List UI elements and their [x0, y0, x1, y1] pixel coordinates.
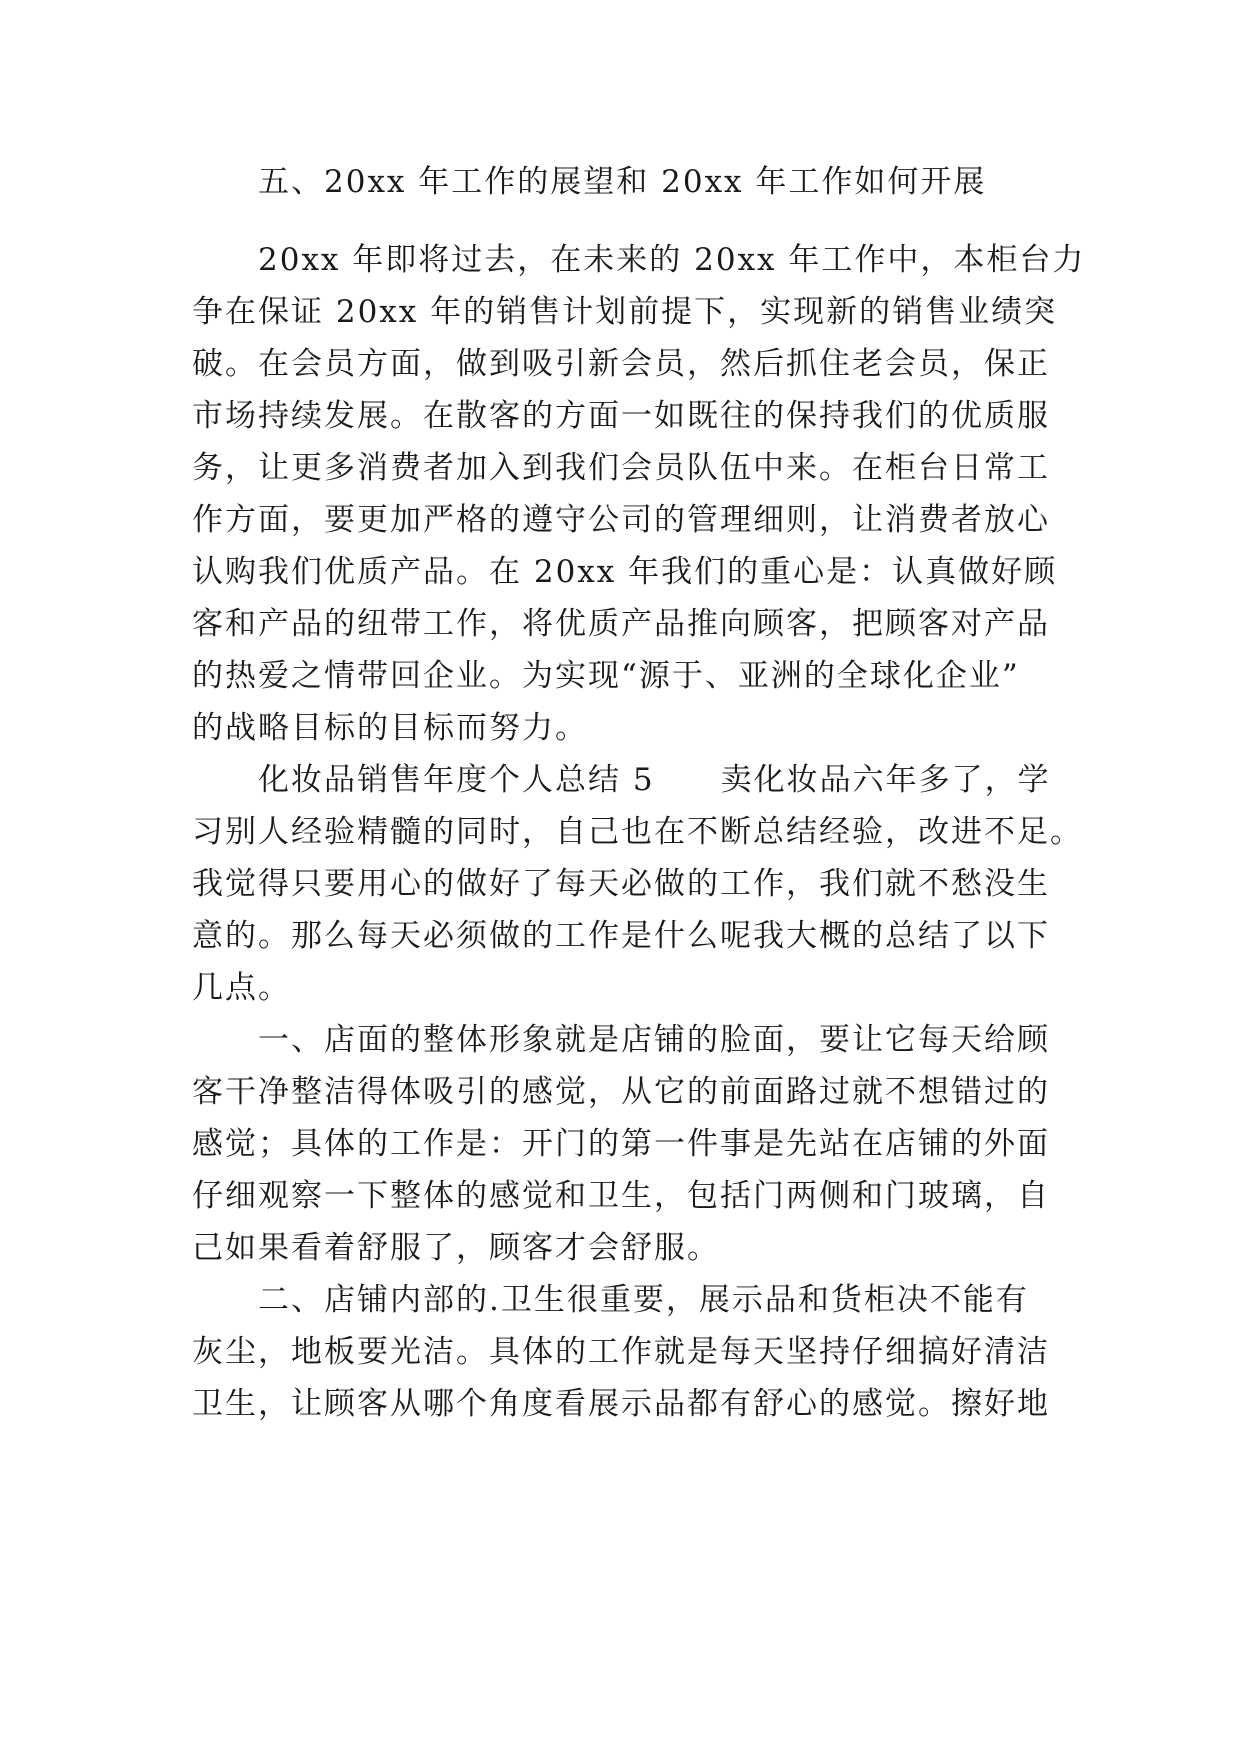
paragraph-line: 20xx 年即将过去，在未来的 20xx 年工作中，本柜台力	[258, 242, 1086, 278]
paragraph-line: 化妆品销售年度个人总结 5 卖化妆品六年多了，学	[258, 762, 1051, 798]
paragraph-line: 客和产品的纽带工作，将优质产品推向顾客，把顾客对产品	[192, 606, 1050, 642]
paragraph-line: 己如果看着舒服了，顾客才会舒服。	[192, 1230, 720, 1266]
paragraph-line: 几点。	[192, 970, 291, 1006]
paragraph-line: 灰尘，地板要光洁。具体的工作就是每天坚持仔细搞好清洁	[192, 1334, 1050, 1370]
paragraph-line: 客干净整洁得体吸引的感觉，从它的前面路过就不想错过的	[192, 1074, 1050, 1110]
paragraph-line: 二、店铺内部的.卫生很重要，展示品和货柜决不能有	[258, 1282, 1029, 1318]
paragraph-line: 仔细观察一下整体的感觉和卫生，包括门两侧和门玻璃，自	[192, 1178, 1050, 1214]
paragraph-line: 习别人经验精髓的同时，自己也在不断总结经验，改进不足。	[192, 814, 1083, 850]
paragraph-line: 市场持续发展。在散客的方面一如既往的保持我们的优质服	[192, 398, 1050, 434]
paragraph-line: 争在保证 20xx 年的销售计划前提下，实现新的销售业绩突	[192, 294, 1058, 330]
paragraph-line: 的战略目标的目标而努力。	[192, 710, 588, 746]
paragraph-line: 一、店面的整体形象就是店铺的脸面，要让它每天给顾	[258, 1022, 1050, 1058]
paragraph-line: 务，让更多消费者加入到我们会员队伍中来。在柜台日常工	[192, 450, 1050, 486]
document-body	[192, 156, 1086, 1430]
paragraph-line: 破。在会员方面，做到吸引新会员，然后抓住老会员，保正	[192, 346, 1050, 382]
paragraph-line: 认购我们优质产品。在 20xx 年我们的重心是：认真做好顾	[192, 554, 1058, 590]
paragraph-line: 作方面，要更加严格的遵守公司的管理细则，让消费者放心	[192, 502, 1050, 538]
paragraph-line: 卫生，让顾客从哪个角度看展示品都有舒心的感觉。擦好地	[192, 1386, 1050, 1422]
paragraph-line: 的热爱之情带回企业。为实现“源于、亚洲的全球化企业”	[192, 658, 1020, 694]
paragraph-line: 感觉；具体的工作是：开门的第一件事是先站在店铺的外面	[192, 1126, 1050, 1162]
paragraph-line: 意的。那么每天必须做的工作是什么呢我大概的总结了以下	[192, 918, 1050, 954]
section-heading: 五、20xx 年工作的展望和 20xx 年工作如何开展	[258, 164, 987, 200]
paragraph-line: 我觉得只要用心的做好了每天必做的工作，我们就不愁没生	[192, 866, 1050, 902]
